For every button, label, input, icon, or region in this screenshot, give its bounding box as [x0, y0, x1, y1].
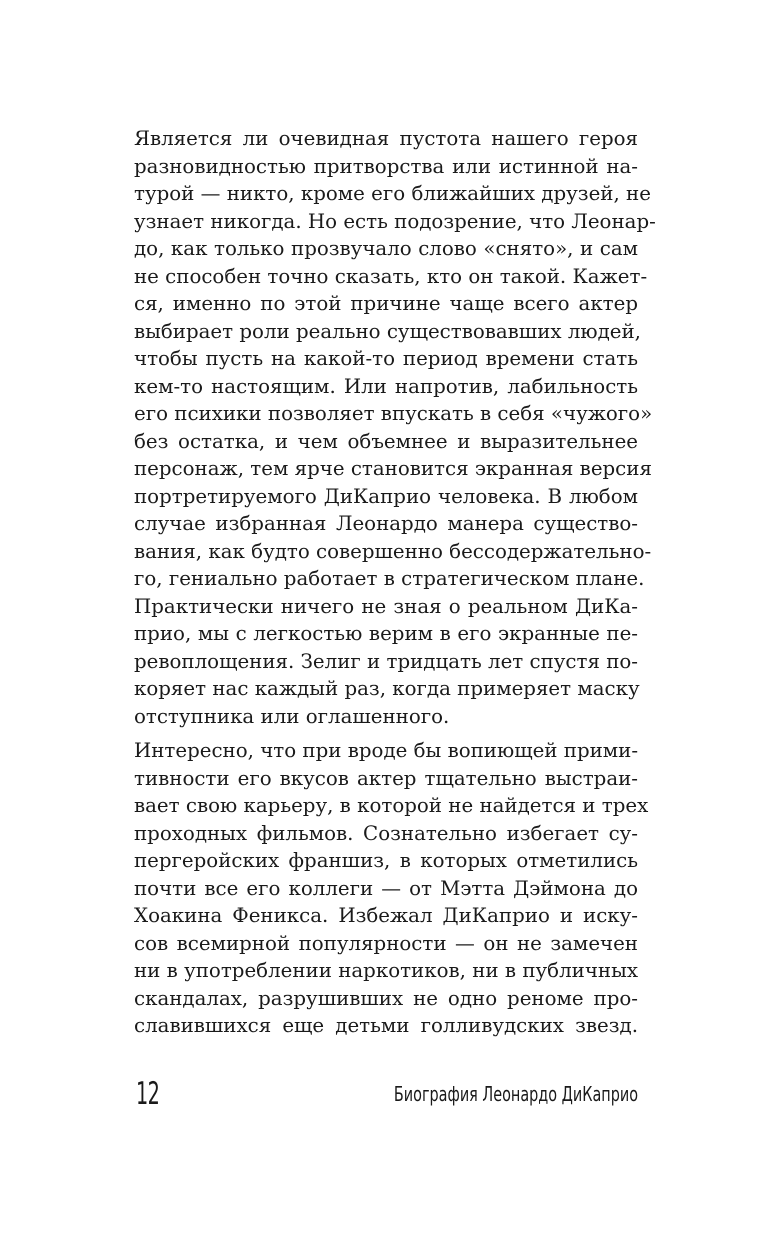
- text-line: Интересно, что при вроде бы вопиющей прими-: [134, 739, 639, 762]
- paragraph-2: [134, 737, 649, 1040]
- text-line: коряет нас каждый раз, когда примеряет маску: [134, 677, 640, 700]
- running-title: Биография Леонардо ДиКаприо: [393, 1082, 638, 1106]
- text-line: персонаж, тем ярче становится экранная версия: [134, 457, 652, 480]
- text-line: ни в употреблении наркотиков, ни в публичных: [134, 959, 638, 982]
- text-line: до, как только прозвучало слово «снято», и сам: [134, 237, 638, 260]
- text-line: ся, именно по этой причине чаще всего актер: [134, 292, 638, 315]
- text-line: Является ли очевидная пустота нашего героя: [134, 127, 638, 150]
- text-line: разновидностью притворства или истинной на-: [134, 154, 638, 178]
- text-line: чтобы пусть на какой-то период времени стать: [134, 347, 638, 370]
- text-line: скандалах, разрушивших не одно реноме про-: [134, 986, 638, 1010]
- text-line: турой — никто, кроме его ближайших друзей, не: [134, 182, 651, 205]
- text-line: кем-то настоящим. Или напротив, лабильность: [134, 374, 638, 398]
- text-line: вания, как будто совершенно бессодержательно-: [134, 539, 652, 563]
- text-line: вает свою карьеру, в которой не найдется и трех: [134, 794, 649, 817]
- text-line: ревоплощения. Зелиг и тридцать лет спустя по-: [134, 649, 638, 673]
- text-line: сов всемирной популярности — он не замечен: [134, 931, 638, 955]
- text-line: его психики позволяет впускать в себя «чужого»: [134, 402, 653, 425]
- paragraph-1: [134, 125, 656, 730]
- text-line: узнает никогда. Но есть подозрение, что Леонар-: [134, 209, 656, 233]
- text-line: выбирает роли реально существовавших людей,: [134, 319, 641, 343]
- text-line: портретируемого ДиКаприо человека. В любом: [134, 484, 638, 508]
- text-line: отступника или оглашенного.: [134, 704, 450, 728]
- text-line: не способен точно сказать, кто он такой. Кажет-: [134, 264, 648, 288]
- text-line: без остатка, и чем объемнее и выразительнее: [134, 429, 638, 453]
- text-line: славившихся еще детьми голливудских звезд.: [134, 1014, 638, 1037]
- text-line: тивности его вкусов актер тщательно выстраи-: [134, 766, 638, 790]
- text-line: Практически ничего не зная о реальном ДиКа-: [134, 594, 638, 618]
- text-line: случае избранная Леонардо манера существо-: [134, 512, 638, 535]
- text-line: почти все его коллеги — от Мэтта Дэймона до: [134, 876, 638, 900]
- text-line: Хоакина Феникса. Избежал ДиКаприо и иску-: [134, 904, 638, 927]
- text-line: прио, мы с легкостью верим в его экранные пе-: [134, 622, 638, 645]
- page-number: 12: [136, 1076, 160, 1112]
- text-line: го, гениально работает в стратегическом плане.: [134, 567, 645, 590]
- text-line: проходных фильмов. Сознательно избегает су-: [134, 821, 638, 845]
- text-line: пергеройских франшиз, в которых отметились: [134, 849, 638, 872]
